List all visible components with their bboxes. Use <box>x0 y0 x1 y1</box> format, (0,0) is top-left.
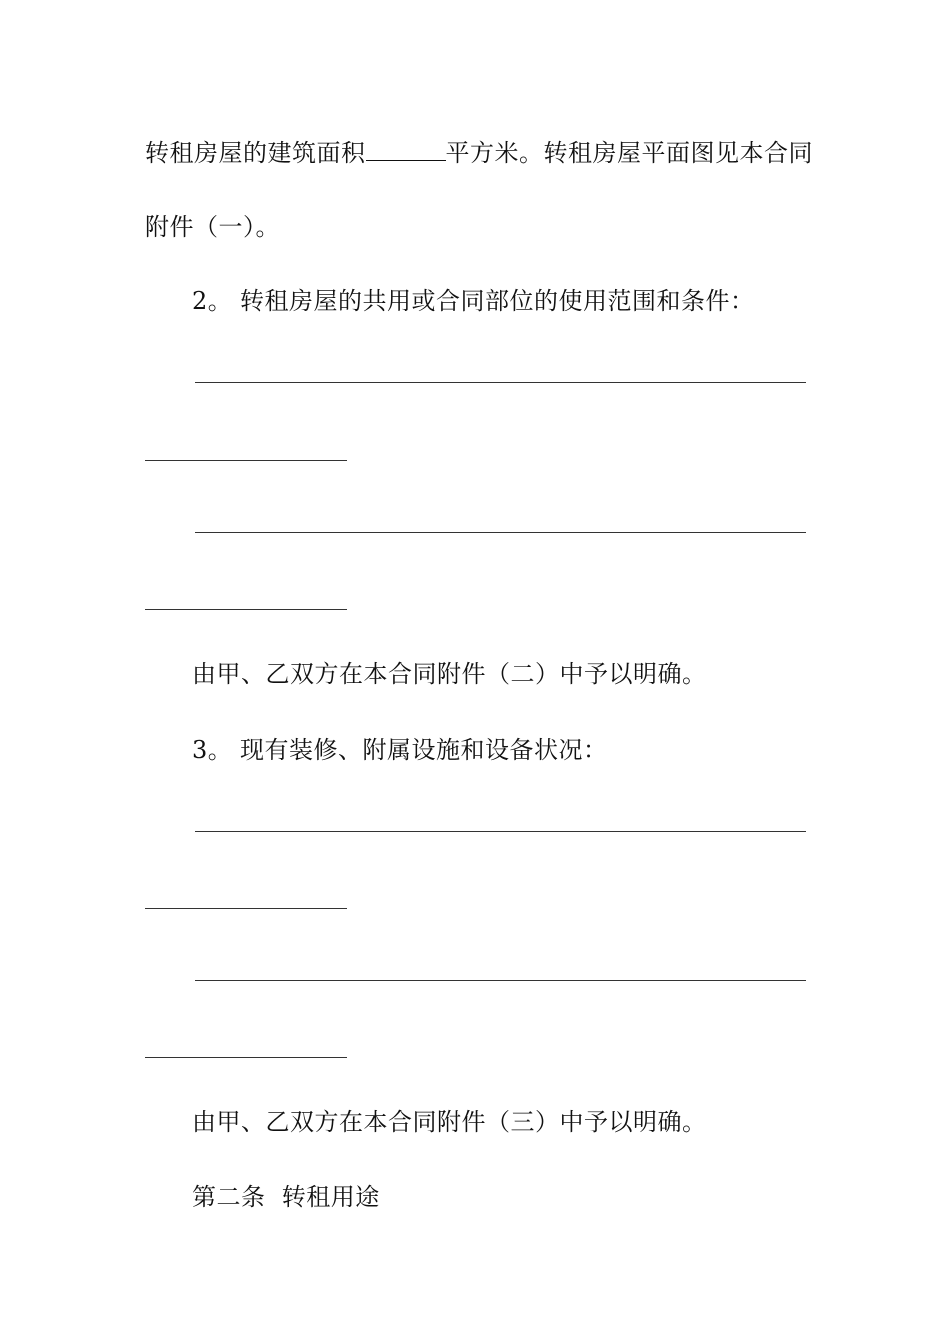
area-label: 转租房屋的建筑面积 <box>145 139 366 167</box>
fill-in-line <box>145 1057 347 1058</box>
fill-in-line <box>195 382 806 383</box>
fill-in-line <box>145 908 347 909</box>
clause-2-clarification: 由甲、乙双方在本合同附件（二）中予以明确。 <box>192 660 707 688</box>
clause-2-number: 2。 <box>192 287 233 315</box>
fill-in-line <box>195 831 806 832</box>
fill-in-line <box>195 980 806 981</box>
clause-3-text: 现有装修、附属设施和设备状况： <box>240 736 608 764</box>
fill-in-line <box>195 532 806 533</box>
clause-2-text: 转租房屋的共用或合同部位的使用范围和条件： <box>240 287 755 315</box>
attachment-one-ref: 附件（一）。 <box>145 213 280 241</box>
clause-3 <box>192 734 608 766</box>
clause-2 <box>192 285 755 317</box>
fill-in-line <box>145 460 347 461</box>
clause-3-number: 3。 <box>192 736 233 764</box>
area-blank <box>366 138 446 161</box>
article-heading: 第二条 转租用途 <box>192 1183 380 1211</box>
area-sentence <box>145 137 813 169</box>
fill-in-line <box>145 609 347 610</box>
area-unit-text: 平方米。转租房屋平面图见本合同 <box>445 139 813 167</box>
clause-3-clarification: 由甲、乙双方在本合同附件（三）中予以明确。 <box>192 1108 707 1136</box>
